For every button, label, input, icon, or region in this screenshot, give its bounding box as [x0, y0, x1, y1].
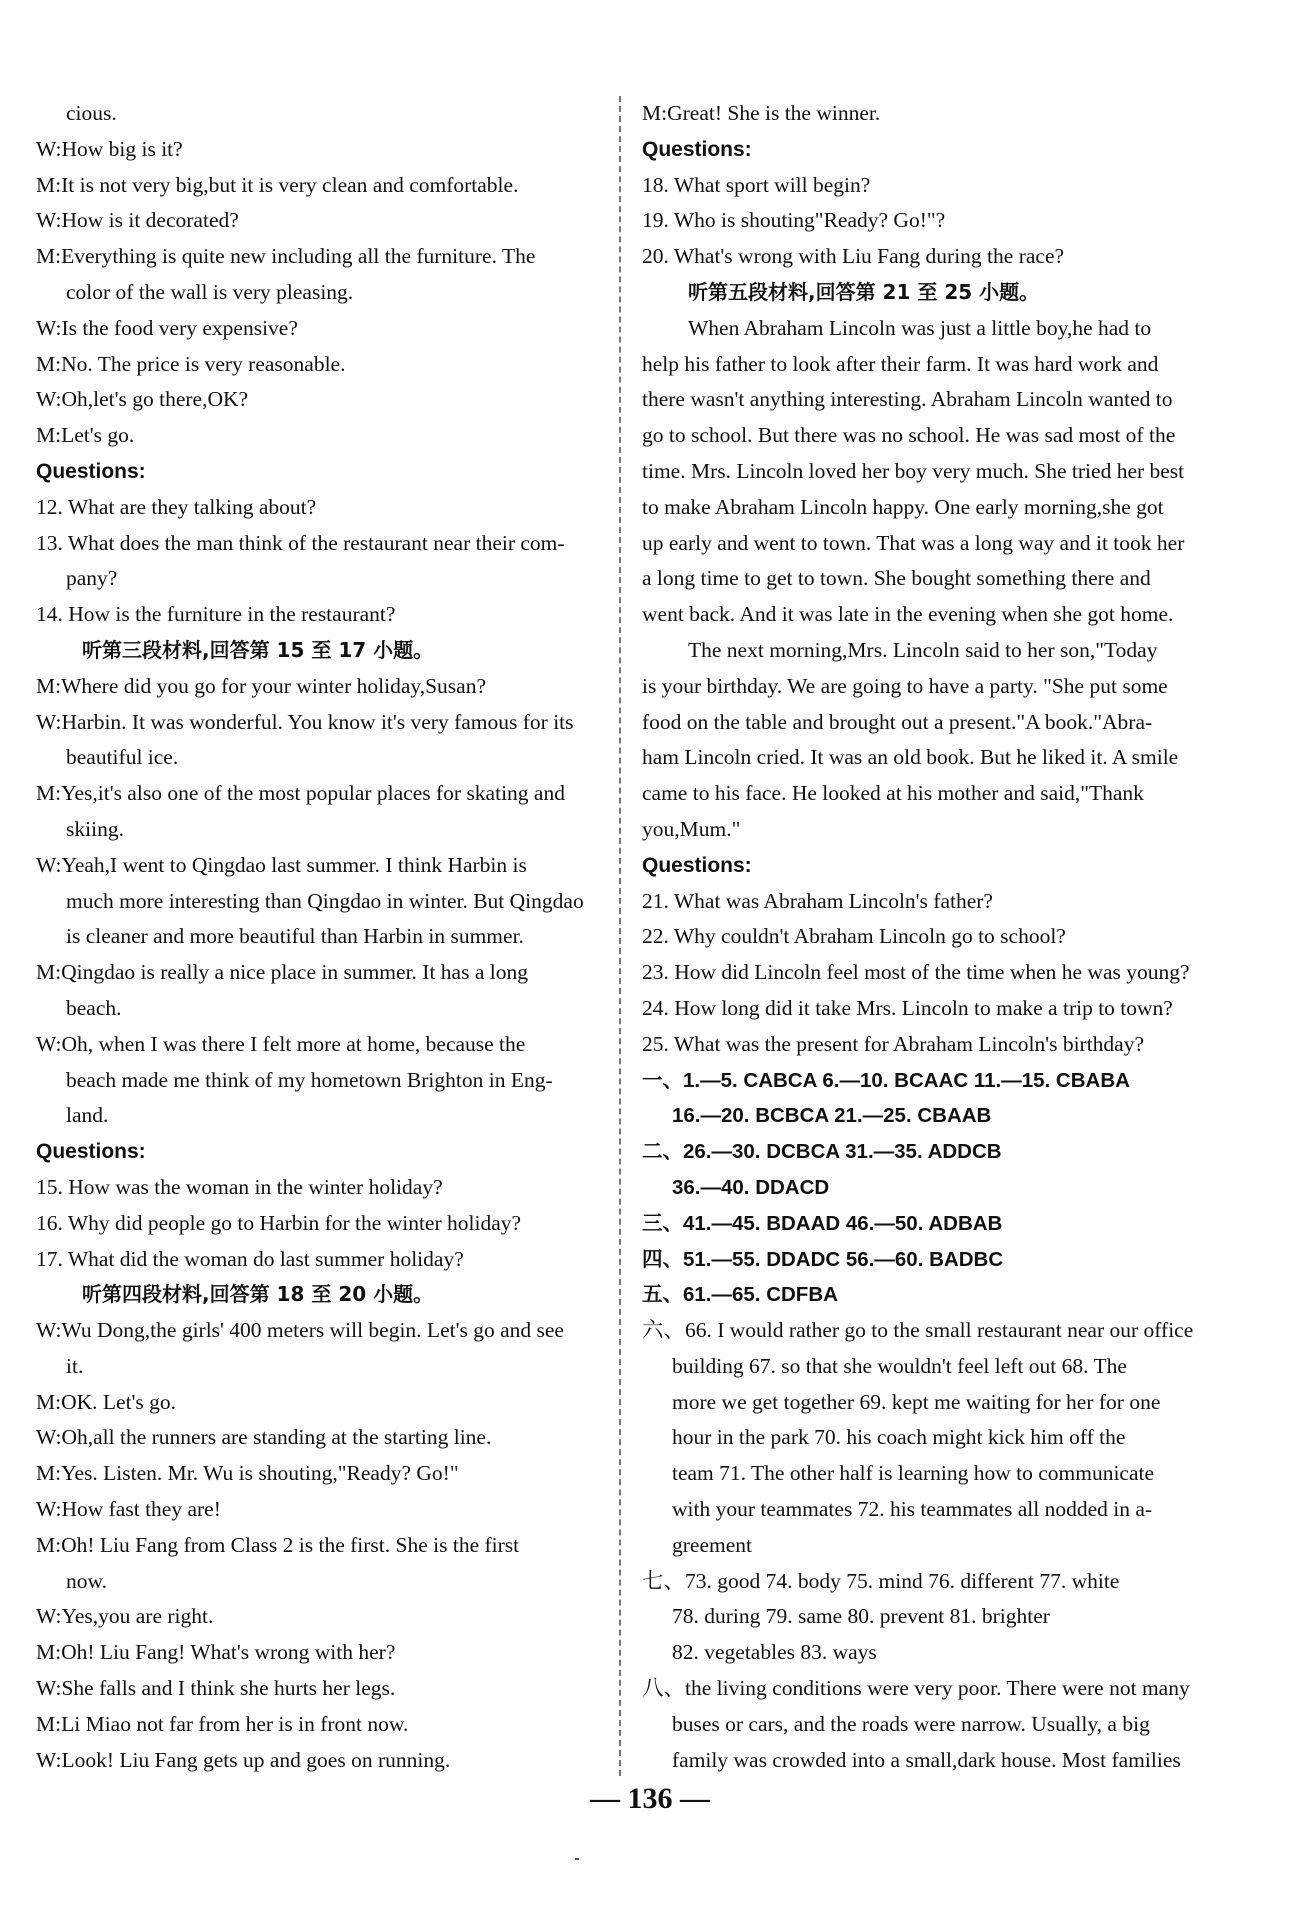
- text-line: greement: [672, 1532, 752, 1557]
- text-line: 听第三段材料,回答第 15 至 17 小题。: [82, 637, 434, 662]
- text-line: to make Abraham Lincoln happy. One early morning,she got: [642, 494, 1164, 519]
- text-line: W:Look! Liu Fang gets up and goes on running.: [36, 1747, 451, 1772]
- text-line: 82. vegetables 83. ways: [672, 1640, 877, 1665]
- text-line: is cleaner and more beautiful than Harbin in summer.: [66, 924, 524, 949]
- text-line: 17. What did the woman do last summer holiday?: [36, 1246, 464, 1271]
- text-line: 16.—20. BCBCA 21.—25. CBAAB: [672, 1104, 992, 1128]
- page-number: — 136 —: [590, 1782, 710, 1815]
- text-line: 听第五段材料,回答第 21 至 25 小题。: [688, 279, 1040, 304]
- text-line: building 67. so that she wouldn't feel left out 68. The: [672, 1353, 1127, 1378]
- text-line: beach.: [66, 995, 122, 1020]
- text-line: 六、66. I would rather go to the small restaurant near our office: [642, 1318, 1194, 1343]
- text-line: 20. What's wrong with Liu Fang during the race?: [642, 244, 1065, 269]
- text-line: 五、61.—65. CDFBA: [642, 1283, 838, 1307]
- text-line: W:Is the food very expensive?: [36, 315, 298, 340]
- text-line: skiing.: [66, 816, 124, 841]
- text-line: 15. How was the woman in the winter holiday?: [36, 1174, 443, 1199]
- text-line: M:Let's go.: [36, 423, 135, 448]
- text-line: When Abraham Lincoln was just a little boy,he had to: [688, 315, 1152, 340]
- text-line: 22. Why couldn't Abraham Lincoln go to school?: [642, 924, 1066, 949]
- text-line: beautiful ice.: [66, 745, 179, 770]
- text-line: buses or cars, and the roads were narrow. Usually, a big: [672, 1711, 1150, 1736]
- text-line: 一、1.—5. CABCA 6.—10. BCAAC 11.—15. CBABA: [642, 1068, 1130, 1092]
- text-line: 听第四段材料,回答第 18 至 20 小题。: [82, 1282, 434, 1307]
- text-line: cious.: [66, 101, 117, 125]
- text-line: 16. Why did people go to Harbin for the winter holiday?: [36, 1210, 522, 1235]
- text-line: you,Mum.": [642, 816, 741, 841]
- text-line: beach made me think of my hometown Brighton in Eng-: [66, 1067, 553, 1092]
- text-line: M:Oh! Liu Fang from Class 2 is the first. She is the first: [36, 1532, 520, 1557]
- text-line: W:How fast they are!: [36, 1497, 221, 1522]
- text-line: M:Yes,it's also one of the most popular places for skating and: [36, 781, 565, 806]
- text-line: color of the wall is very pleasing.: [66, 279, 354, 304]
- text-line: pany?: [66, 566, 118, 591]
- text-line: hour in the park 70. his coach might kick him off the: [672, 1425, 1126, 1450]
- text-line: W:How is it decorated?: [36, 208, 239, 233]
- text-line: W:Oh, when I was there I felt more at home, because the: [36, 1031, 526, 1056]
- text-line: now.: [66, 1568, 108, 1593]
- text-line: M:Li Miao not far from her is in front now.: [36, 1711, 409, 1736]
- text-line: more we get together 69. kept me waiting for her for one: [672, 1389, 1161, 1414]
- text-line: 四、51.—55. DDADC 56.—60. BADBC: [642, 1247, 1004, 1271]
- text-line: Questions:: [36, 1140, 146, 1164]
- text-line: M:Qingdao is really a nice place in summer. It has a long: [36, 960, 528, 985]
- text-line: with your teammates 72. his teammates all nodded in a-: [672, 1497, 1153, 1522]
- text-line: family was crowded into a small,dark house. Most families: [672, 1747, 1181, 1772]
- text-line: 八、the living conditions were very poor. There were not many: [642, 1676, 1190, 1701]
- text-line: went back. And it was late in the evening when she got home.: [642, 602, 1174, 627]
- text-line: M:Yes. Listen. Mr. Wu is shouting,"Ready? Go!": [36, 1461, 459, 1486]
- text-line: W:Yeah,I went to Qingdao last summer. I think Harbin is: [36, 852, 527, 877]
- text-line: Questions:: [642, 137, 752, 161]
- text-line: land.: [66, 1103, 109, 1128]
- text-line: Questions:: [36, 459, 146, 483]
- text-line: 18. What sport will begin?: [642, 172, 871, 197]
- text-line: M:Where did you go for your winter holiday,Susan?: [36, 673, 487, 698]
- text-line: W:She falls and I think she hurts her legs.: [36, 1676, 396, 1701]
- text-line: 36.—40. DDACD: [672, 1175, 830, 1199]
- text-line: M:No. The price is very reasonable.: [36, 351, 346, 376]
- text-line: W:Oh,let's go there,OK?: [36, 387, 249, 412]
- right-column: [642, 96, 1206, 1778]
- text-line: 13. What does the man think of the restaurant near their com-: [36, 530, 565, 555]
- text-line: food on the table and brought out a present."A book."Abra-: [642, 709, 1153, 734]
- text-line: 21. What was Abraham Lincoln's father?: [642, 888, 993, 913]
- text-line: 78. during 79. same 80. prevent 81. brighter: [672, 1604, 1050, 1629]
- text-line: W:Wu Dong,the girls' 400 meters will begin. Let's go and see: [36, 1318, 564, 1343]
- text-line: came to his face. He looked at his mother and said,"Thank: [642, 781, 1144, 806]
- text-line: 19. Who is shouting"Ready? Go!"?: [642, 208, 946, 233]
- text-line: up early and went to town. That was a long way and it took her: [642, 530, 1185, 555]
- text-line: 七、73. good 74. body 75. mind 76. different 77. white: [642, 1568, 1120, 1593]
- text-line: 14. How is the furniture in the restaurant?: [36, 602, 396, 627]
- text-line: The next morning,Mrs. Lincoln said to her son,"Today: [688, 637, 1158, 662]
- text-line: M:Oh! Liu Fang! What's wrong with her?: [36, 1640, 396, 1665]
- text-line: 25. What was the present for Abraham Lincoln's birthday?: [642, 1031, 1145, 1056]
- text-line: it.: [66, 1353, 84, 1378]
- scan-mark: [575, 1858, 579, 1860]
- text-line: 24. How long did it take Mrs. Lincoln to make a trip to town?: [642, 995, 1173, 1020]
- text-line: 三、41.—45. BDAAD 46.—50. ADBAB: [642, 1211, 1003, 1235]
- text-line: team 71. The other half is learning how to communicate: [672, 1461, 1155, 1486]
- text-line: W:Yes,you are right.: [36, 1604, 214, 1629]
- text-line: much more interesting than Qingdao in winter. But Qingdao: [66, 888, 584, 913]
- text-line: go to school. But there was no school. He was sad most of the: [642, 423, 1176, 448]
- text-line: ham Lincoln cried. It was an old book. But he liked it. A smile: [642, 745, 1179, 770]
- text-line: a long time to get to town. She bought something there and: [642, 566, 1151, 591]
- text-line: help his father to look after their farm. It was hard work and: [642, 351, 1159, 376]
- text-line: W:How big is it?: [36, 136, 183, 161]
- left-column: [36, 96, 596, 1778]
- text-line: W:Harbin. It was wonderful. You know it's very famous for its: [36, 709, 574, 734]
- text-line: is your birthday. We are going to have a party. "She put some: [642, 673, 1168, 698]
- text-line: W:Oh,all the runners are standing at the starting line.: [36, 1425, 492, 1450]
- column-divider: [619, 96, 621, 1776]
- text-line: 二、26.—30. DCBCA 31.—35. ADDCB: [642, 1140, 1002, 1164]
- text-line: M:Everything is quite new including all the furniture. The: [36, 244, 536, 269]
- text-line: there wasn't anything interesting. Abraham Lincoln wanted to: [642, 387, 1173, 412]
- text-line: 12. What are they talking about?: [36, 494, 317, 519]
- text-line: 23. How did Lincoln feel most of the time when he was young?: [642, 960, 1190, 985]
- text-line: time. Mrs. Lincoln loved her boy very much. She tried her best: [642, 458, 1185, 483]
- text-line: M:Great! She is the winner.: [642, 101, 881, 125]
- text-line: Questions:: [642, 853, 752, 877]
- text-line: M:It is not very big,but it is very clean and comfortable.: [36, 172, 519, 197]
- text-line: M:OK. Let's go.: [36, 1389, 177, 1414]
